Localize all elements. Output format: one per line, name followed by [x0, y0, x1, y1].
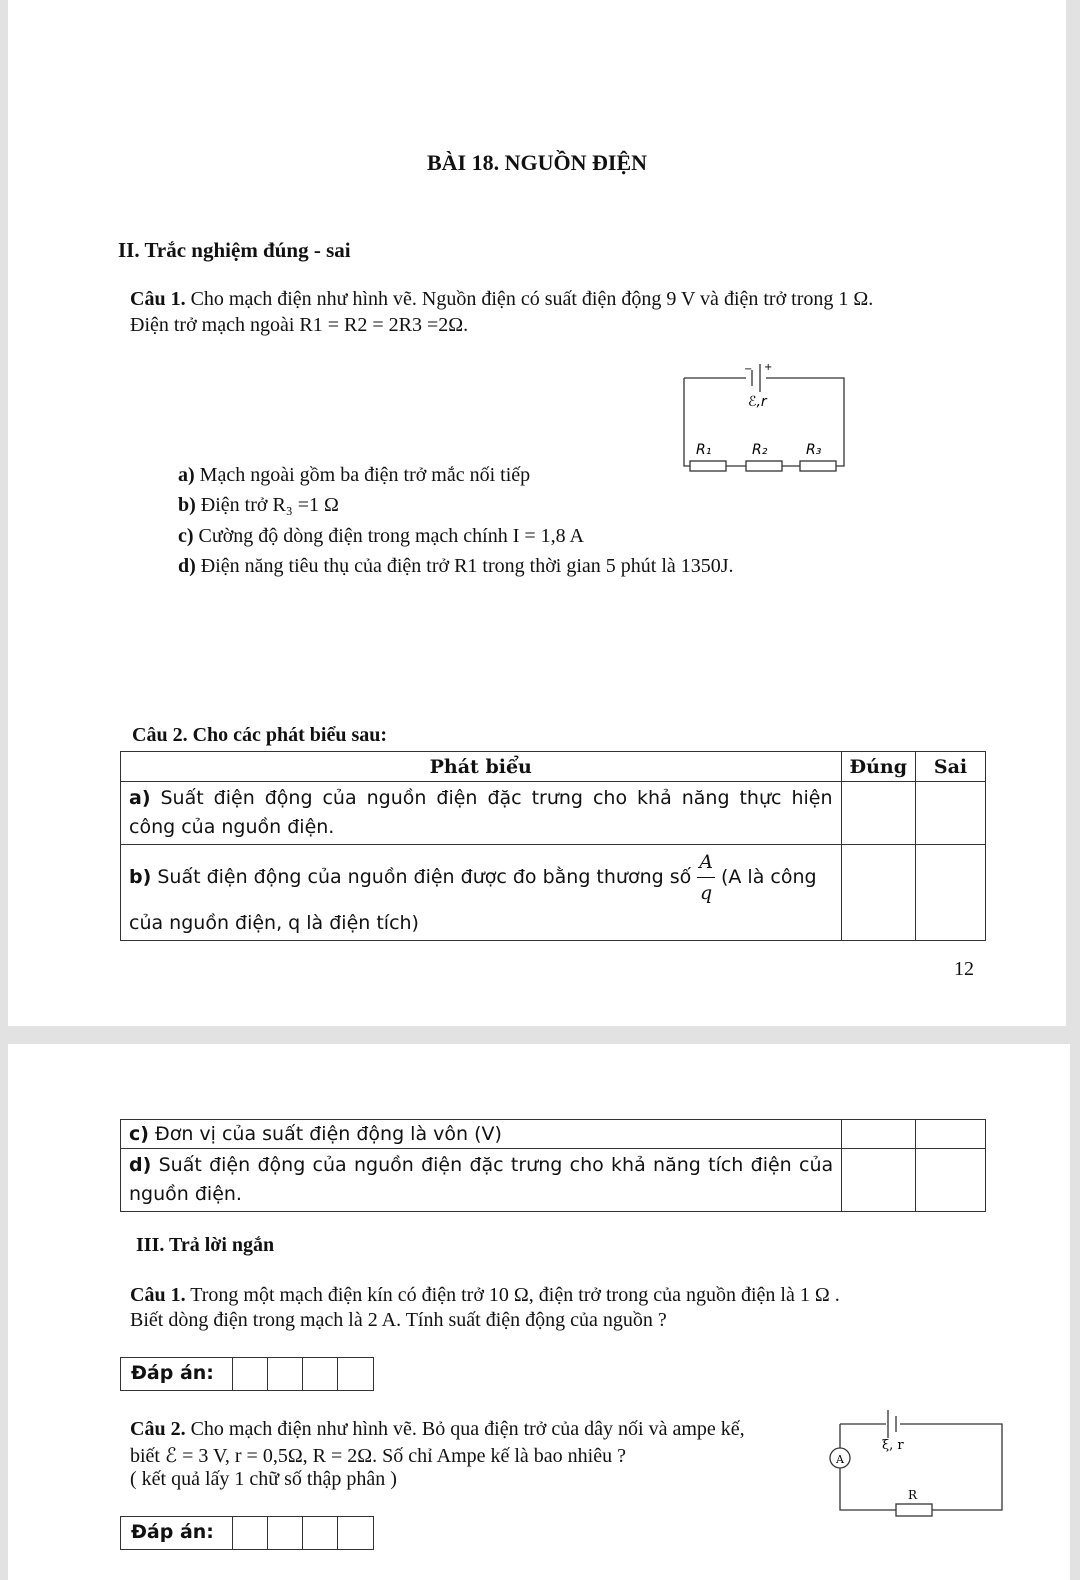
option-b-label: b)	[178, 494, 196, 516]
table-row	[121, 1149, 986, 1212]
true-checkbox-d[interactable]	[842, 1149, 916, 1212]
answer-box-1	[120, 1357, 374, 1391]
answer-label: Đáp án:	[121, 1517, 233, 1549]
fraction-numerator: A	[697, 847, 715, 878]
table-row	[121, 782, 986, 845]
q1-option-b	[178, 494, 339, 517]
resistor-r2	[746, 461, 782, 471]
option-b-text: Điện trở R₃ =1 Ω	[195, 494, 339, 516]
option-c-text: Cường độ dòng điện trong mạch chính I = 1,8 A	[193, 525, 584, 547]
document-page-2	[8, 1044, 1070, 1580]
section-2-heading: II. Trắc nghiệm đúng - sai	[118, 238, 351, 262]
short-q2-line-3: ( kết quả lấy 1 chữ số thập phân )	[130, 1468, 397, 1490]
answer-cell[interactable]	[303, 1517, 338, 1549]
statement-d-label: d)	[129, 1154, 152, 1176]
fraction-denominator: q	[700, 882, 713, 904]
document-page-1	[8, 0, 1066, 1026]
q1-line-2: Điện trở mạch ngoài R1 = R2 = 2R3 =2Ω.	[130, 314, 469, 336]
answer-cell[interactable]	[233, 1358, 268, 1390]
false-checkbox-b[interactable]	[916, 845, 986, 941]
statement-table-part-1	[120, 751, 986, 941]
answer-label: Đáp án:	[121, 1358, 233, 1390]
q1-option-c	[178, 525, 584, 548]
true-checkbox-c[interactable]	[842, 1120, 916, 1149]
q1-option-d	[178, 555, 734, 578]
fraction-a-over-q	[697, 847, 715, 908]
answer-cell[interactable]	[268, 1517, 303, 1549]
short-q1-label: Câu 1.	[130, 1284, 186, 1306]
battery-plus-sign: +	[764, 362, 773, 373]
statement-a-label: a)	[129, 787, 151, 809]
answer-cell[interactable]	[303, 1358, 338, 1390]
statement-b	[121, 845, 842, 941]
r3-label: R₃	[806, 442, 822, 458]
statement-a	[121, 782, 842, 845]
resistor-label: R	[908, 1488, 918, 1502]
short-q2-line-1	[130, 1418, 745, 1441]
option-a-text: Mạch ngoài gồm ba điện trở mắc nối tiếp	[194, 464, 531, 486]
statement-c-label: c)	[129, 1123, 149, 1145]
short-q2-line-2: biết ℰ = 3 V, r = 0,5Ω, R = 2Ω. Số chỉ Ampe kế là bao nhiêu ?	[130, 1445, 626, 1467]
statement-d-text: Suất điện động của nguồn điện đặc trưng cho khả năng tích điện của nguồn điện.	[129, 1154, 834, 1205]
short-q2-label: Câu 2.	[130, 1418, 186, 1440]
option-a-label: a)	[178, 464, 195, 486]
short-q2-text-1: Cho mạch điện như hình vẽ. Bỏ qua điện trở của dây nối và ampe kế,	[185, 1418, 745, 1440]
option-d-label: d)	[178, 555, 196, 577]
statement-b-text-post: (A là công của nguồn điện, q là điện tích)	[129, 866, 817, 934]
table-row	[121, 1120, 986, 1149]
true-checkbox-a[interactable]	[841, 782, 916, 845]
q1-text-1: Cho mạch điện như hình vẽ. Nguồn điện có suất điện động 9 V và điện trở trong 1 Ω.	[185, 288, 874, 310]
resistor-r3	[800, 461, 836, 471]
q1-option-a	[178, 464, 530, 487]
short-q1-text-1: Trong một mạch điện kín có điện trở 10 Ω, điện trở trong của nguồn điện là 1 Ω .	[185, 1284, 840, 1306]
true-checkbox-b[interactable]	[841, 845, 916, 941]
col-statement: Phát biểu	[121, 752, 842, 782]
statement-b-label: b)	[129, 866, 152, 888]
col-true: Đúng	[841, 752, 916, 782]
resistor-r	[896, 1504, 932, 1516]
battery-minus-sign: −	[744, 364, 753, 375]
q2-heading: Câu 2. Cho các phát biểu sau:	[132, 724, 388, 746]
statement-c-text: Đơn vị của suất điện động là vôn (V)	[148, 1123, 502, 1145]
resistor-r1	[690, 461, 726, 471]
q1-line-1	[130, 288, 873, 311]
ammeter-label: A	[836, 1453, 844, 1466]
short-q1-line-1	[130, 1284, 840, 1307]
source-2-label: ξ, r	[882, 1438, 904, 1453]
r1-label: R₁	[696, 442, 712, 458]
q1-label: Câu 1.	[130, 288, 186, 310]
false-checkbox-c[interactable]	[916, 1120, 986, 1149]
page-number: 12	[954, 958, 974, 980]
table-header-row	[121, 752, 986, 782]
answer-cell[interactable]	[233, 1517, 268, 1549]
false-checkbox-d[interactable]	[916, 1149, 986, 1212]
source-label: ℰ,r	[748, 394, 767, 410]
option-d-text: Điện năng tiêu thụ của điện trở R1 trong thời gian 5 phút là 1350J.	[195, 555, 734, 577]
r2-label: R₂	[752, 442, 768, 458]
section-3-heading: III. Trả lời ngắn	[136, 1234, 275, 1256]
page-title: BÀI 18. NGUỒN ĐIỆN	[426, 150, 648, 175]
circuit-2-wires	[840, 1424, 1002, 1510]
statement-b-text: Suất điện động của nguồn điện được đo bằng thương số	[151, 866, 692, 888]
statement-c	[121, 1120, 842, 1149]
option-c-label: c)	[178, 525, 194, 547]
col-false: Sai	[916, 752, 986, 782]
short-q1-line-2: Biết dòng điện trong mạch là 2 A. Tính suất điện động của nguồn ?	[130, 1309, 667, 1331]
answer-cell[interactable]	[338, 1358, 373, 1390]
answer-cell[interactable]	[268, 1358, 303, 1390]
false-checkbox-a[interactable]	[916, 782, 986, 845]
statement-a-text: Suất điện động của nguồn điện đặc trưng cho khả năng thực hiện công của nguồn điện.	[129, 787, 833, 838]
table-row	[121, 845, 986, 941]
answer-cell[interactable]	[338, 1517, 373, 1549]
statement-d	[121, 1149, 842, 1212]
statement-table-part-2	[120, 1119, 986, 1212]
answer-box-2	[120, 1516, 374, 1550]
circuit-diagram-2	[826, 1402, 1012, 1518]
circuit-diagram-1	[676, 358, 856, 482]
